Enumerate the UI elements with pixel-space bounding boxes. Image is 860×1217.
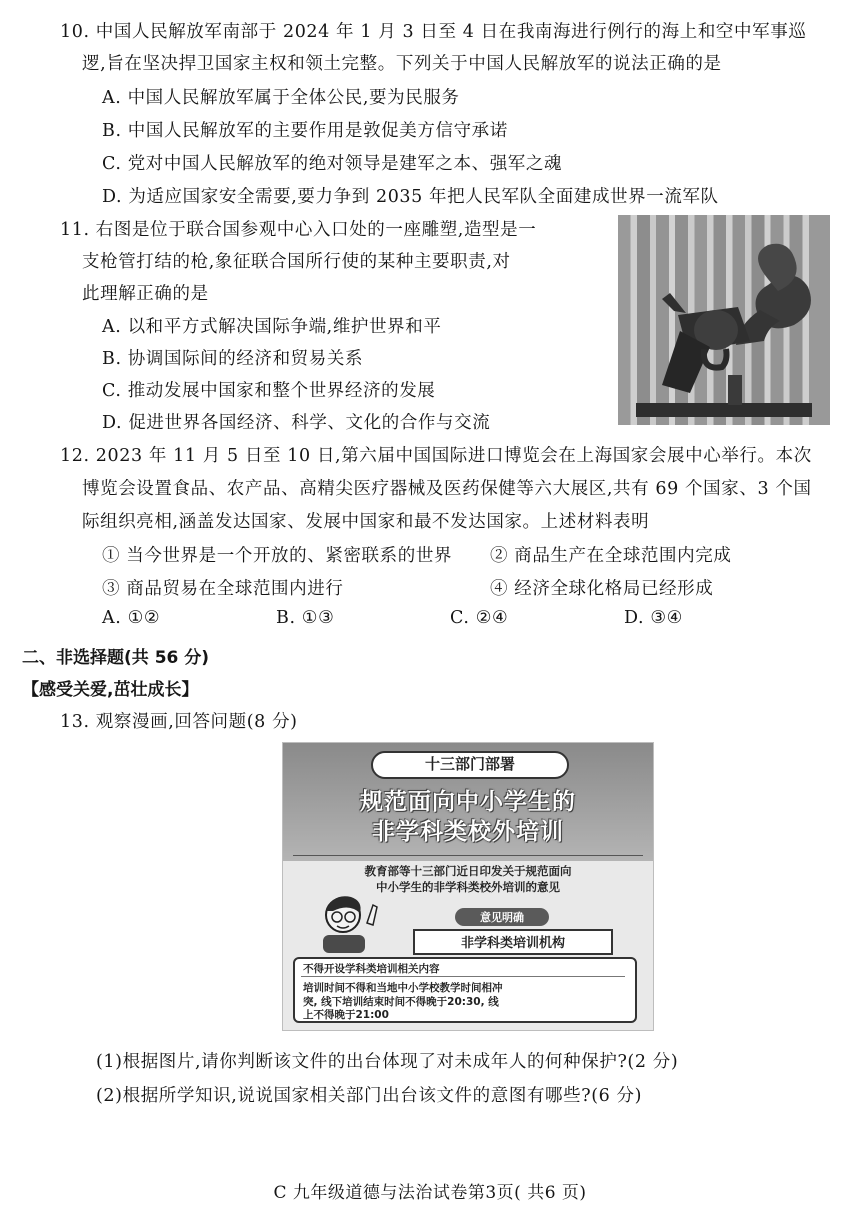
- q10-option-a: A. 中国人民解放军属于全体公民,要为民服务: [102, 88, 460, 108]
- page-footer: C 九年级道德与法治试卷第3页( 共6 页): [273, 1183, 587, 1203]
- q10-option-c: C. 党对中国人民解放军的绝对领导是建军之本、强军之魂: [102, 154, 563, 174]
- poster-tag-text: 意见明确: [480, 911, 524, 924]
- q12-stem-line1: 12. 2023 年 11 月 5 日至 10 日,第六届中国国际进口博览会在上海国家会展中心举行。本次: [60, 446, 812, 466]
- q12-option-c: C. ②④: [450, 608, 509, 628]
- q12-option-b: B. ①③: [276, 608, 335, 628]
- theme-heading: 【感受关爱,茁壮成长】: [22, 680, 199, 700]
- poster-rule-title: 不得开设学科类培训相关内容: [303, 963, 440, 975]
- q11-stem-line2: 支枪管打结的枪,象征联合国所行使的某种主要职责,对: [82, 252, 511, 272]
- q11-stem-line1: 11. 右图是位于联合国参观中心入口处的一座雕塑,造型是一: [60, 220, 537, 240]
- poster-intro-line1: 教育部等十三部门近日印发关于规范面向: [364, 864, 572, 878]
- q12-statement-3: ③ 商品贸易在全球范围内进行: [102, 579, 344, 599]
- q10-option-d: D. 为适应国家安全需要,要力争到 2035 年把人民军队全面建成世界一流军队: [102, 187, 719, 207]
- q13-subquestion-2: (2)根据所学知识,说说国家相关部门出台该文件的意图有哪些?(6 分): [96, 1086, 643, 1106]
- q11-option-c: C. 推动发展中国家和整个世界经济的发展: [102, 381, 436, 401]
- q10-stem-line2: 逻,旨在坚决捍卫国家主权和领土完整。下列关于中国人民解放军的说法正确的是: [82, 54, 722, 74]
- knotted-gun-sculpture-photo: [618, 215, 830, 425]
- section-heading: 二、非选择题(共 56 分): [22, 648, 210, 668]
- poster-title-line2: 非学科类校外培训: [372, 819, 564, 845]
- q12-statement-2: ② 商品生产在全球范围内完成: [490, 546, 732, 566]
- poster-banner-text: 十三部门部署: [424, 755, 515, 773]
- q11-stem-line3: 此理解正确的是: [82, 284, 209, 304]
- poster-intro-line2: 中小学生的非学科类校外培训的意见: [376, 880, 560, 894]
- q12-statement-4: ④ 经济全球化格局已经形成: [490, 579, 714, 599]
- poster-org-text: 非学科类培训机构: [460, 936, 565, 951]
- poster-rule-line3: 上不得晚于21:00: [303, 1009, 389, 1021]
- q11-option-b: B. 协调国际间的经济和贸易关系: [102, 349, 364, 369]
- q12-option-d: D. ③④: [624, 608, 683, 628]
- q12-stem-line3: 际组织亮相,涵盖发达国家、发展中国家和最不发达国家。上述材料表明: [82, 512, 650, 532]
- q12-statement-1: ① 当今世界是一个开放的、紧密联系的世界: [102, 546, 453, 566]
- q12-option-a: A. ①②: [102, 608, 161, 628]
- cartoon-teacher-illustration: [303, 893, 413, 953]
- poster-rule-line1: 培训时间不得和当地中小学校教学时间相冲: [303, 982, 503, 994]
- q11-option-a: A. 以和平方式解决国际争端,维护世界和平: [102, 317, 442, 337]
- q12-stem-line2: 博览会设置食品、农产品、高精尖医疗器械及医药保健等六大展区,共有 69 个国家、3 个国: [82, 479, 812, 499]
- q10-option-b: B. 中国人民解放军的主要作用是敦促美方信守承诺: [102, 121, 508, 141]
- q10-stem-line1: 10. 中国人民解放军南部于 2024 年 1 月 3 日至 4 日在我南海进行例行的海上和空中军事巡: [60, 22, 807, 42]
- q13-stem: 13. 观察漫画,回答问题(8 分): [60, 712, 298, 732]
- policy-poster: [282, 742, 654, 1031]
- q11-option-d: D. 促进世界各国经济、科学、文化的合作与交流: [102, 413, 491, 433]
- poster-rule-line2: 突, 线下培训结束时间不得晚于20:30, 线: [303, 996, 499, 1008]
- poster-title-line1: 规范面向中小学生的: [360, 789, 576, 815]
- q13-subquestion-1: (1)根据图片,请你判断该文件的出台体现了对未成年人的何种保护?(2 分): [96, 1052, 679, 1072]
